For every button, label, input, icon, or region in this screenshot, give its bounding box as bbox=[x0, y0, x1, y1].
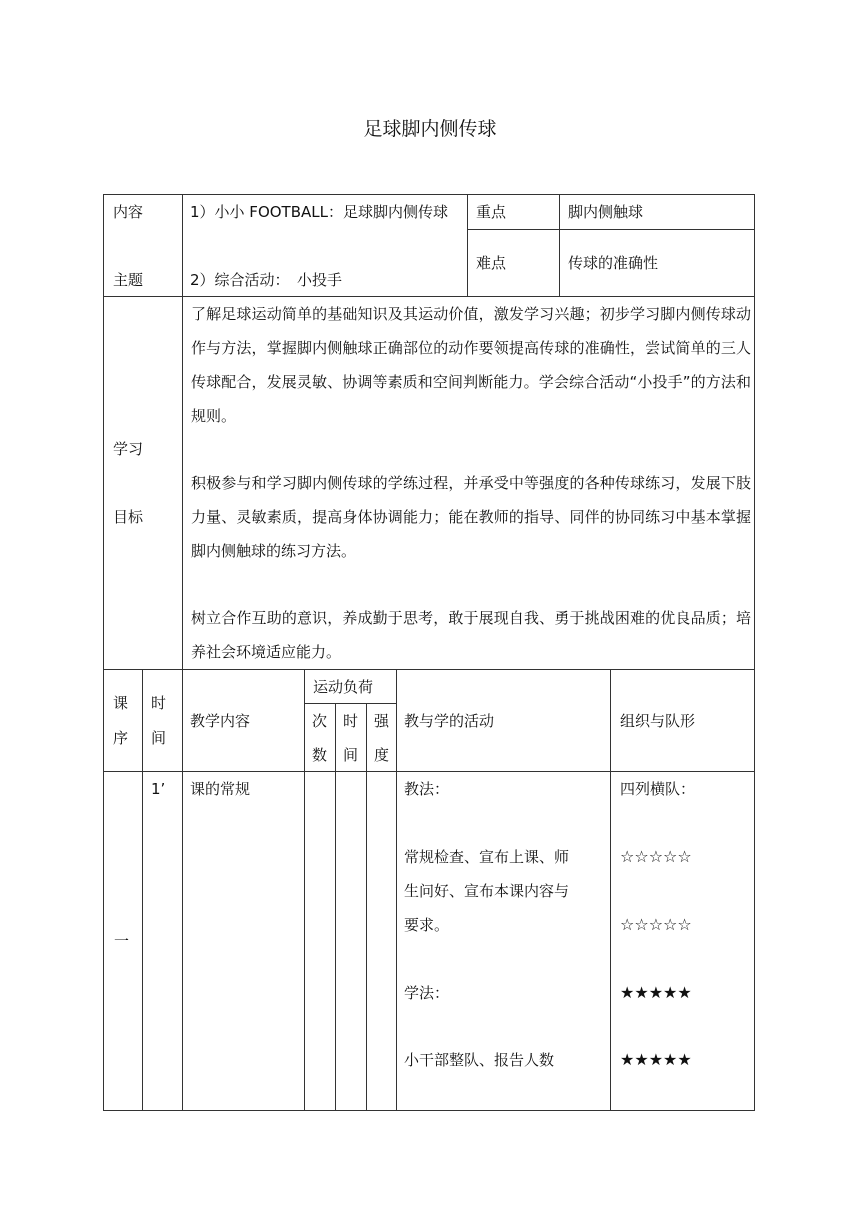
time-header-1: 时 bbox=[151, 694, 167, 712]
formation-row-1: ☆☆☆☆☆ bbox=[620, 847, 692, 866]
formation-label: 四列横队： bbox=[620, 780, 696, 798]
goal-paragraph-3: 树立合作互助的意识，养成勤于思考，敢于展现自我、勇于挑战困难的优良品质；培养社会环境适应能力。 bbox=[191, 609, 751, 661]
difficulty-label: 难点 bbox=[476, 254, 507, 272]
lesson-content: 课的常规 bbox=[190, 780, 251, 798]
time-header-2: 间 bbox=[151, 729, 167, 747]
activity-header: 教与学的活动 bbox=[404, 712, 495, 730]
goal-paragraph-1: 了解足球运动简单的基础知识及其运动价值，激发学习兴趣；初步学习脚内侧传球动作与方法，掌握脚内侧触球正确部位的动作要领提高传球的准确性，尝试简单的三人传球配合，发展灵敏、协调等素质和空间判断能力。学会综合活动“小投手”的方法和规则。 bbox=[191, 305, 751, 425]
key-point-label: 重点 bbox=[476, 203, 507, 221]
content-item-1: 1）小小 FOOTBALL：足球脚内侧传球 bbox=[190, 203, 448, 221]
teach-method-line-2: 生问好、宣布本课内容与 bbox=[404, 882, 570, 900]
teach-method-label: 教法： bbox=[404, 780, 450, 798]
lesson-order: 一 bbox=[114, 932, 130, 950]
page-title: 足球脚内侧传球 bbox=[363, 118, 497, 140]
teach-method-line-1: 常规检查、宣布上课、师 bbox=[404, 848, 570, 866]
content-header: 教学内容 bbox=[190, 712, 251, 730]
order-header-2: 序 bbox=[113, 729, 129, 747]
content-label: 内容 bbox=[113, 203, 144, 221]
formation-header: 组织与队形 bbox=[620, 712, 696, 730]
goals-label-2: 目标 bbox=[113, 508, 144, 526]
order-header-1: 课 bbox=[113, 694, 129, 712]
count-header-2: 数 bbox=[312, 746, 328, 764]
formation-row-4: ★★★★★ bbox=[620, 1050, 692, 1069]
difficulty-value: 传球的准确性 bbox=[568, 254, 659, 272]
learn-method-text: 小干部整队、报告人数 bbox=[404, 1051, 555, 1069]
intensity-header-2: 度 bbox=[374, 746, 390, 764]
formation-row-2: ☆☆☆☆☆ bbox=[620, 915, 692, 934]
duration-header-1: 时 bbox=[343, 712, 359, 730]
lesson-time: 1’ bbox=[151, 780, 166, 798]
intensity-header-1: 强 bbox=[374, 712, 390, 730]
key-point-value: 脚内侧触球 bbox=[568, 203, 644, 221]
theme-label: 主题 bbox=[113, 271, 144, 289]
load-header: 运动负荷 bbox=[313, 678, 374, 696]
content-item-2: 2）综合活动： 小投手 bbox=[190, 271, 343, 289]
goal-paragraph-2: 积极参与和学习脚内侧传球的学练过程，并承受中等强度的各种传球练习，发展下肢力量、灵敏素质，提高身体协调能力；能在教师的指导、同伴的协同练习中基本掌握脚内侧触球的练习方法。 bbox=[191, 474, 751, 560]
duration-header-2: 间 bbox=[343, 746, 359, 764]
formation-row-3: ★★★★★ bbox=[620, 983, 692, 1002]
count-header-1: 次 bbox=[312, 712, 328, 730]
goals-label-1: 学习 bbox=[113, 440, 144, 458]
teach-method-line-3: 要求。 bbox=[404, 916, 450, 934]
learn-method-label: 学法： bbox=[404, 984, 450, 1002]
